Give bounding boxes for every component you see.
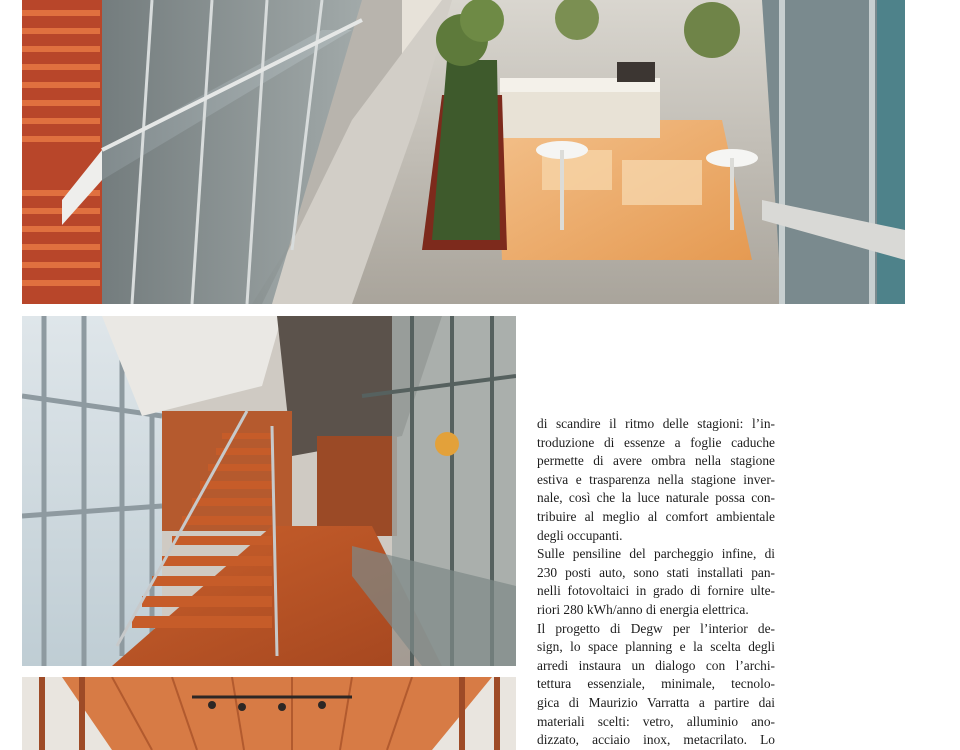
text-line: nale, così che la luce naturale possa con- [537, 490, 775, 506]
text-line: gica di Maurizio Varratta a partire dai [537, 694, 775, 710]
text-line: Sulle pensiline del parcheggio infine, di [537, 546, 775, 562]
text-line: estiva e trasparenza nella stagione inver- [537, 471, 775, 487]
article-body-text [537, 415, 775, 750]
text-line: materiali scelti: vetro, alluminio ano- [537, 713, 775, 729]
text-line: Il progetto di Degw per l’interior de- [537, 620, 775, 636]
text-line: 230 posti auto, sono stati installati pan- [537, 564, 775, 580]
text-line: tettura essenziale, minimale, tecnolo- [537, 676, 775, 692]
text-line: nelli fotovoltaici in grado di fornire ulte- [537, 583, 775, 599]
staircase-photo [22, 316, 516, 666]
text-line: permette di avere ombra nella stagione [537, 453, 775, 469]
text-line: riori 280 kWh/anno di energia elettrica. [537, 601, 749, 617]
text-line: arredi instaura un dialogo con l’archi- [537, 657, 775, 673]
text-line: troduzione di essenze a foglie caduche [537, 434, 775, 450]
atrium-walkway-photo [22, 0, 905, 304]
text-line: degli occupanti. [537, 527, 623, 543]
text-line: tribuire al meglio al comfort ambientale [537, 508, 775, 524]
text-line: dizzato, acciaio inox, metacrilato. Lo [537, 732, 775, 748]
text-line: sign, lo space planning e la scelta degli [537, 639, 775, 655]
wood-ceiling-photo [22, 677, 516, 750]
text-line: di scandire il ritmo delle stagioni: l’in- [537, 416, 775, 431]
